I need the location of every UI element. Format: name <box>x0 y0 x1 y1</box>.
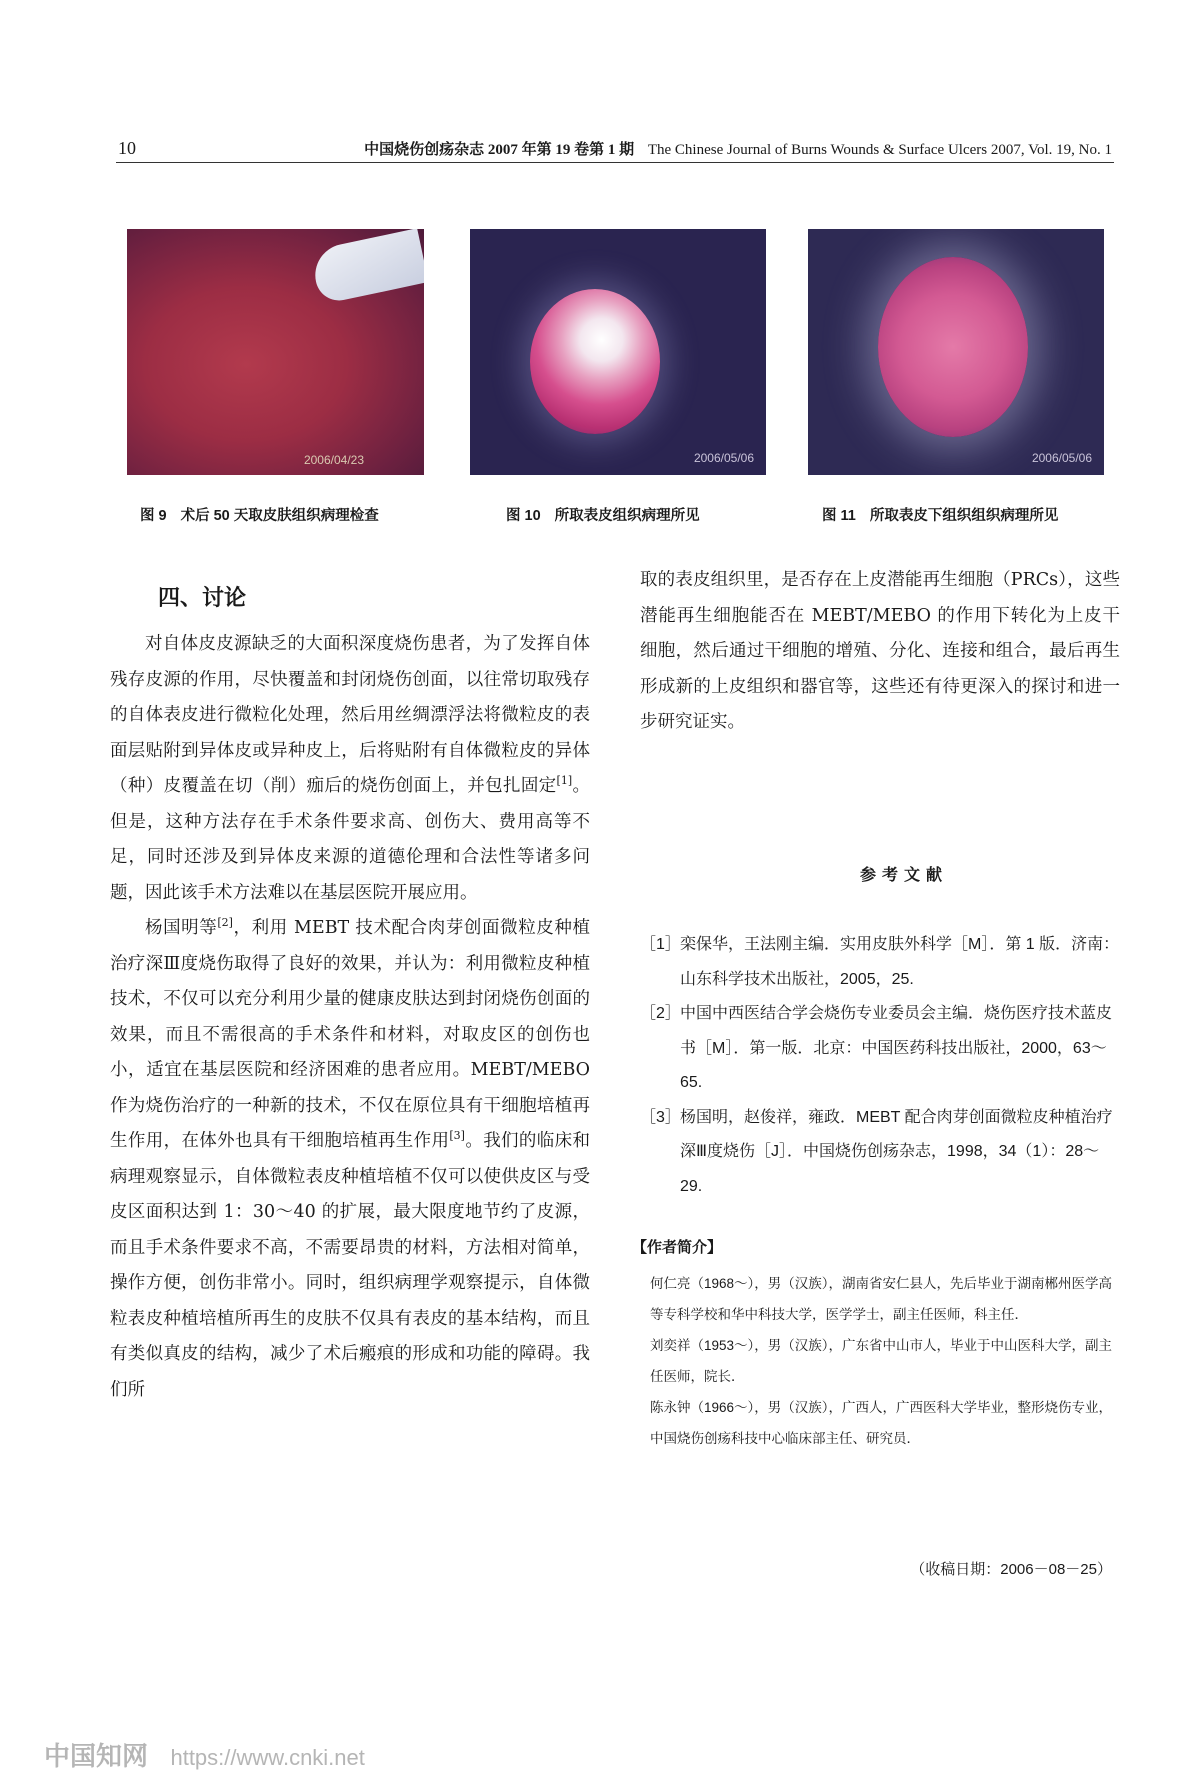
figure-10-stamp: 2006/05/06 <box>693 451 754 465</box>
citation: [1] <box>556 774 573 788</box>
header-rule <box>116 162 1114 163</box>
author-bio: 何仁亮（1968～），男（汉族），湖南省安仁县人，先后毕业于湖南郴州医学高等专科学校和华中科技大学，医学学士，副主任医师，科主任． <box>650 1276 1113 1322</box>
caption-text: 所取表皮组织病理所见 <box>554 508 700 524</box>
author-bio-title: 【作者简介】 <box>632 1239 723 1256</box>
references-title: 参考文献 <box>860 867 949 884</box>
citation: [2] <box>217 916 233 930</box>
caption-text: 所取表皮下组织组织病理所见 <box>869 508 1059 524</box>
cnki-logo: 中国知网 <box>44 1741 149 1771</box>
figure-11-stamp: 2006/05/06 <box>1031 451 1092 465</box>
text-run: 杨国明等 <box>145 918 218 938</box>
cnki-watermark <box>44 1736 365 1773</box>
reference-item <box>640 997 1120 1101</box>
references-list <box>640 928 1120 1204</box>
caption-text: 术后 50 天取皮肤组织病理检查 <box>180 508 379 524</box>
reference-item <box>640 1101 1120 1205</box>
text-run: 。但是，这种方法存在手术条件要求高、创伤大、费用高等不足，同时还涉及到异体皮来源的道德伦理和合法性等诸多问题，因此该手术方法难以在基层医院开展应用。 <box>110 776 591 903</box>
journal-title <box>364 138 1112 159</box>
reference-number: ［3］ <box>640 1108 681 1126</box>
figure-10-caption <box>506 504 700 525</box>
reference-text: 栾保华，王法刚主编．实用皮肤外科学［M］．第 1 版．济南：山东科学技术出版社，2005，25. <box>680 936 1120 988</box>
page-number: 10 <box>118 138 136 158</box>
section-title: 四、讨论 <box>158 585 247 610</box>
figure-11-micrograph <box>808 229 1104 475</box>
figure-9-stamp: 2006/04/23 <box>303 453 364 467</box>
reference-number: ［1］ <box>640 936 681 953</box>
body-column-left <box>110 627 590 1408</box>
author-bios <box>650 1268 1120 1454</box>
reference-text: 中国中西医结合学会烧伤专业委员会主编．烧伤医疗技术蓝皮书［M］．第一版．北京：中国医药科技出版社，2000，63～65. <box>680 1005 1113 1091</box>
journal-title-en: The Chinese Journal of Burns Wounds & Surface Ulcers 2007, Vol. 19, No. 1 <box>647 142 1112 158</box>
reference-text: 杨国明，赵俊祥，雍政．MEBT 配合肉芽创面微粒皮种植治疗深Ⅲ度烧伤［J］．中国烧伤创疡杂志，1998，34（1）：28～29. <box>680 1108 1113 1195</box>
text-run: 。我们的临床和病理观察显示，自体微粒表皮种植培植不仅可以使供皮区与受皮区面积达到 1：30～40 的扩展，最大限度地节约了皮源，而且手术条件要求不高，不需要昂贵的材料，方法相对简单，操作方便，创伤非常小。同时，组织病理学观察提示，自体微粒表皮种植培植所再生的皮肤不仅具有表皮的基本结构，而且有类似真皮的结构，减少了术后瘢痕的形成和功能的障碍。我们所 <box>110 1131 591 1400</box>
journal-title-cn: 中国烧伤创疡杂志 2007 年第 19 卷第 1 期 <box>364 142 635 158</box>
figure-9-photo <box>127 229 424 475</box>
reference-item <box>640 928 1120 997</box>
author-bio: 陈永钟（1966～），男（汉族），广西人，广西医科大学毕业，整形烧伤专业，中国烧伤创疡科技中心临床部主任、研究员． <box>650 1400 1113 1446</box>
author-bio: 刘奕祥（1953～），男（汉族），广东省中山市人，毕业于中山医科大学，副主任医师，院长． <box>650 1338 1113 1384</box>
body-paragraph <box>110 911 590 1408</box>
text-run: 对自体皮皮源缺乏的大面积深度烧伤患者，为了发挥自体残存皮源的作用，尽快覆盖和封闭烧伤创面，以往常切取残存的自体表皮进行微粒化处理，然后用丝绸漂浮法将微粒皮的表面层贴附到异体皮或异种皮上，后将贴附有自体微粒皮的异体（种）皮覆盖在切（削）痂后的烧伤创面上，并包扎固定 <box>110 634 590 796</box>
caption-number: 图 9 <box>140 508 167 524</box>
page-header <box>0 130 1200 160</box>
figure-9-caption <box>140 504 379 525</box>
microscope-field <box>530 289 660 434</box>
reference-number: ［2］ <box>640 1005 681 1022</box>
cnki-url[interactable]: https://www.cnki.net <box>170 1745 365 1770</box>
caption-number: 图 10 <box>506 508 541 524</box>
text-run: ，利用 MEBT 技术配合肉芽创面微粒皮种植治疗深Ⅲ度烧伤取得了良好的效果，并认为：利用微粒皮种植技术，不仅可以充分利用少量的健康皮肤达到封闭烧伤创面的效果，而且不需很高的手术条件和材料，对取皮区的创伤也小，适宜在基层医院和经济困难的患者应用。MEBT/MEBO 作为烧伤治疗的一种新的技术，不仅在原位具有干细胞培植再生作用，在体外也具有干细胞培植再生作用 <box>110 918 590 1151</box>
caption-number: 图 11 <box>822 508 856 524</box>
figure-10-micrograph <box>470 229 766 475</box>
received-date: （收稿日期：2006－08－25） <box>910 1561 1112 1578</box>
figure-11-caption <box>822 504 1058 525</box>
glove-shape <box>309 229 424 305</box>
microscope-field <box>878 257 1028 437</box>
citation: [3] <box>449 1129 465 1143</box>
body-paragraph: 取的表皮组织里，是否存在上皮潜能再生细胞（PRCs），这些潜能再生细胞能否在 MEBT/MEBO 的作用下转化为上皮干细胞，然后通过干细胞的增殖、分化、连接和组合，最后再生形成新的上皮组织和器官等，这些还有待更深入的探讨和进一步研究证实。 <box>640 570 1120 732</box>
body-column-right <box>640 563 1120 741</box>
